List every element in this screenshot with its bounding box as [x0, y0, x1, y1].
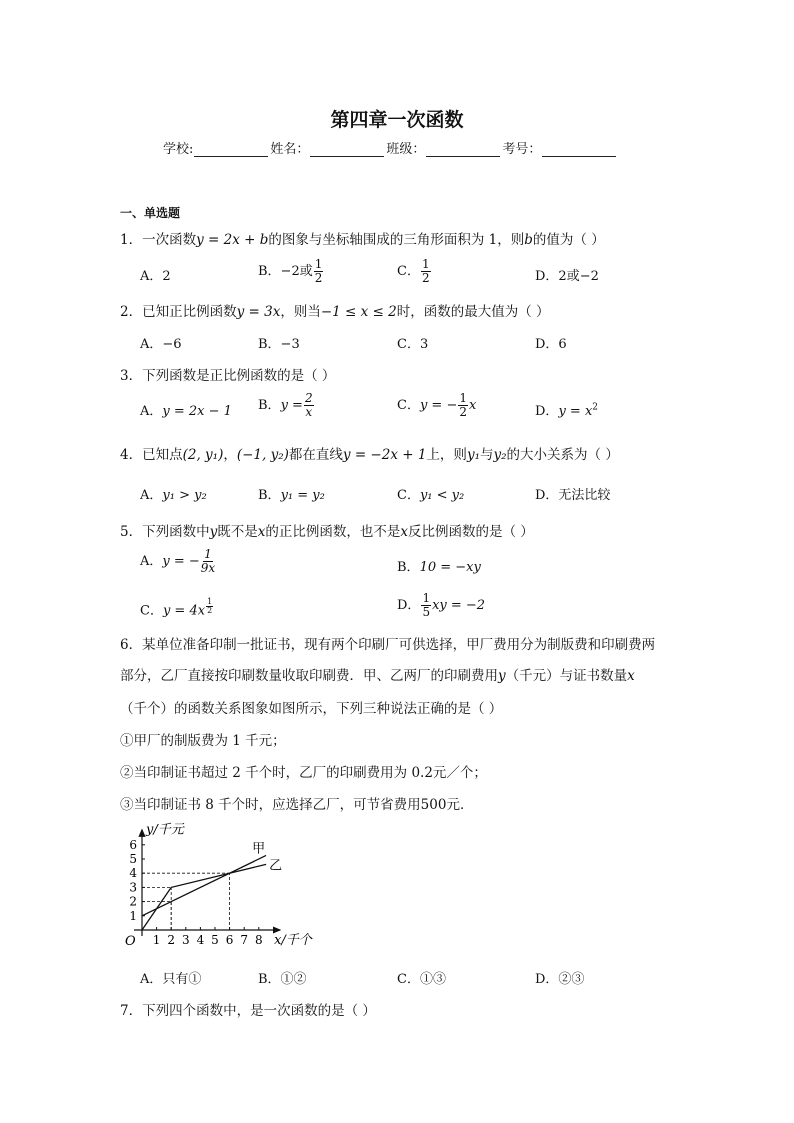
x-tick-label: 1: [152, 933, 161, 947]
info-label-school: 学校:: [163, 142, 194, 157]
question-6-statement-2: ②当印制证书超过 2 千个时，乙厂的印刷费用为 0.2元／个；: [120, 765, 487, 781]
x-tick-label: 3: [181, 933, 190, 947]
chart-ticks: [129, 838, 262, 947]
q5-option-d: D． $\frac{1}{5}$ xy = −2: [397, 591, 486, 619]
chart-guide-lines: [142, 873, 230, 930]
origin-label: O: [125, 934, 136, 949]
question-3: 3．下列函数是正比例函数的是（ ）: [120, 368, 336, 384]
q6-option-b: B．①②: [258, 972, 307, 987]
student-info-line: [163, 138, 618, 157]
info-label-name: 姓名：: [270, 142, 310, 157]
q5-option-a: A．y = − $\frac{1}{9x}$: [140, 547, 216, 575]
q6-option-c: C．①③: [397, 972, 446, 987]
q5-option-c: C．y = 4x $^{\frac{1}{2}}$: [140, 597, 213, 619]
question-6-line-1: 6．某单位准备印制一批证书，现有两个印刷厂可供选择，甲厂费用分为制版费和印刷费两: [120, 637, 656, 653]
y-tick-label: 1: [129, 908, 137, 923]
q1-option-b: B．−2或 $\frac{1}{2}$: [258, 257, 323, 285]
x-tick-label: 6: [225, 933, 234, 947]
series-label-yi: 乙: [269, 858, 283, 874]
x-axis-label: x/千个: [274, 933, 312, 948]
question-6-statement-1: ①甲厂的制版费为 1 千元；: [120, 733, 286, 749]
q1-option-c: C． $\frac{1}{2}$: [397, 257, 430, 285]
question-5: 5．下列函数中y既不是x的正比例函数，也不是x反比例函数的是（ ）: [120, 524, 534, 540]
q3-option-d: D．$y = x^2$: [535, 402, 599, 419]
x-tick-label: 5: [211, 933, 219, 947]
q4-option-c: C．y₁ < y₂: [397, 488, 465, 503]
q2-option-b: B．−3: [258, 337, 300, 352]
series-line-0: [142, 855, 266, 915]
q4-option-b: B．y₁ = y₂: [258, 488, 325, 503]
q6-option-a: A．只有①: [140, 972, 202, 987]
question-6-line-2: 部分，乙厂直接按印刷数量收取印刷费．甲、乙两厂的印刷费用y（千元）与证书数量x: [120, 668, 635, 684]
series-line-1: [142, 864, 266, 930]
info-label-class: 班级：: [386, 142, 426, 157]
y-tick-label: 3: [129, 880, 137, 895]
y-tick-label: 4: [129, 866, 137, 881]
question-4: 4．已知点(2, y₁)，(−1, y₂)都在直线y = −2x + 1上，则y₁与y₂的大小关系为（ ）: [120, 447, 619, 463]
y-tick-label: 2: [129, 894, 137, 909]
question-1: 1．一次函数y = 2x + b的图象与坐标轴围成的三角形面积为 1，则b的值为（ ）: [120, 232, 605, 248]
question-2: 2．已知正比例函数y = 3x，则当−1 ≤ x ≤ 2时，函数的最大值为（ ）: [120, 304, 550, 320]
class-blank: [426, 142, 500, 157]
question-6-statement-3: ③当印制证书 8 千个时，应选择乙厂，可节省费用500元．: [120, 797, 474, 813]
q2-option-d: D．6: [535, 337, 567, 352]
q2-option-c: C．3: [397, 337, 429, 352]
name-blank: [310, 142, 384, 157]
q4-option-d: D．无法比较: [535, 488, 611, 503]
page-title: 第四章一次函数: [330, 109, 464, 131]
question-6-line-3: （千个）的函数关系图象如图所示，下列三种说法正确的是（ ）: [120, 701, 503, 717]
q2-option-a: A．−6: [140, 337, 182, 352]
q4-option-a: A．y₁ > y₂: [140, 488, 207, 503]
q1-option-a: A．2: [140, 269, 171, 284]
y-tick-label: 5: [129, 852, 137, 866]
exam-no-blank: [542, 142, 616, 157]
q6-option-d: D．②③: [535, 972, 585, 987]
question-7: 7．下列四个函数中，是一次函数的是（ ）: [120, 1003, 376, 1019]
info-label-exam-no: 考号：: [502, 142, 542, 157]
y-axis-label: y/千元: [146, 822, 184, 838]
cost-chart: [110, 815, 330, 955]
x-tick-label: 2: [167, 933, 176, 947]
school-blank: [194, 142, 268, 157]
q1-option-d: D．2或−2: [535, 269, 599, 284]
x-tick-label: 7: [240, 933, 249, 947]
x-tick-label: 4: [196, 933, 205, 947]
x-tick-label: 8: [254, 933, 263, 947]
series-label-jia: 甲: [252, 841, 266, 857]
section-title: 一、单选题: [120, 206, 181, 220]
q5-option-b: B．10 = −xy: [397, 560, 481, 575]
chart-series: [142, 855, 266, 930]
q3-option-a: A．y = 2x − 1: [140, 404, 232, 419]
q3-option-c: C．y = − $\frac{1}{2}$ x: [397, 391, 477, 419]
y-tick-label: 6: [129, 837, 137, 852]
q3-option-b: B．y = $\frac{2}{x}$: [258, 391, 313, 419]
